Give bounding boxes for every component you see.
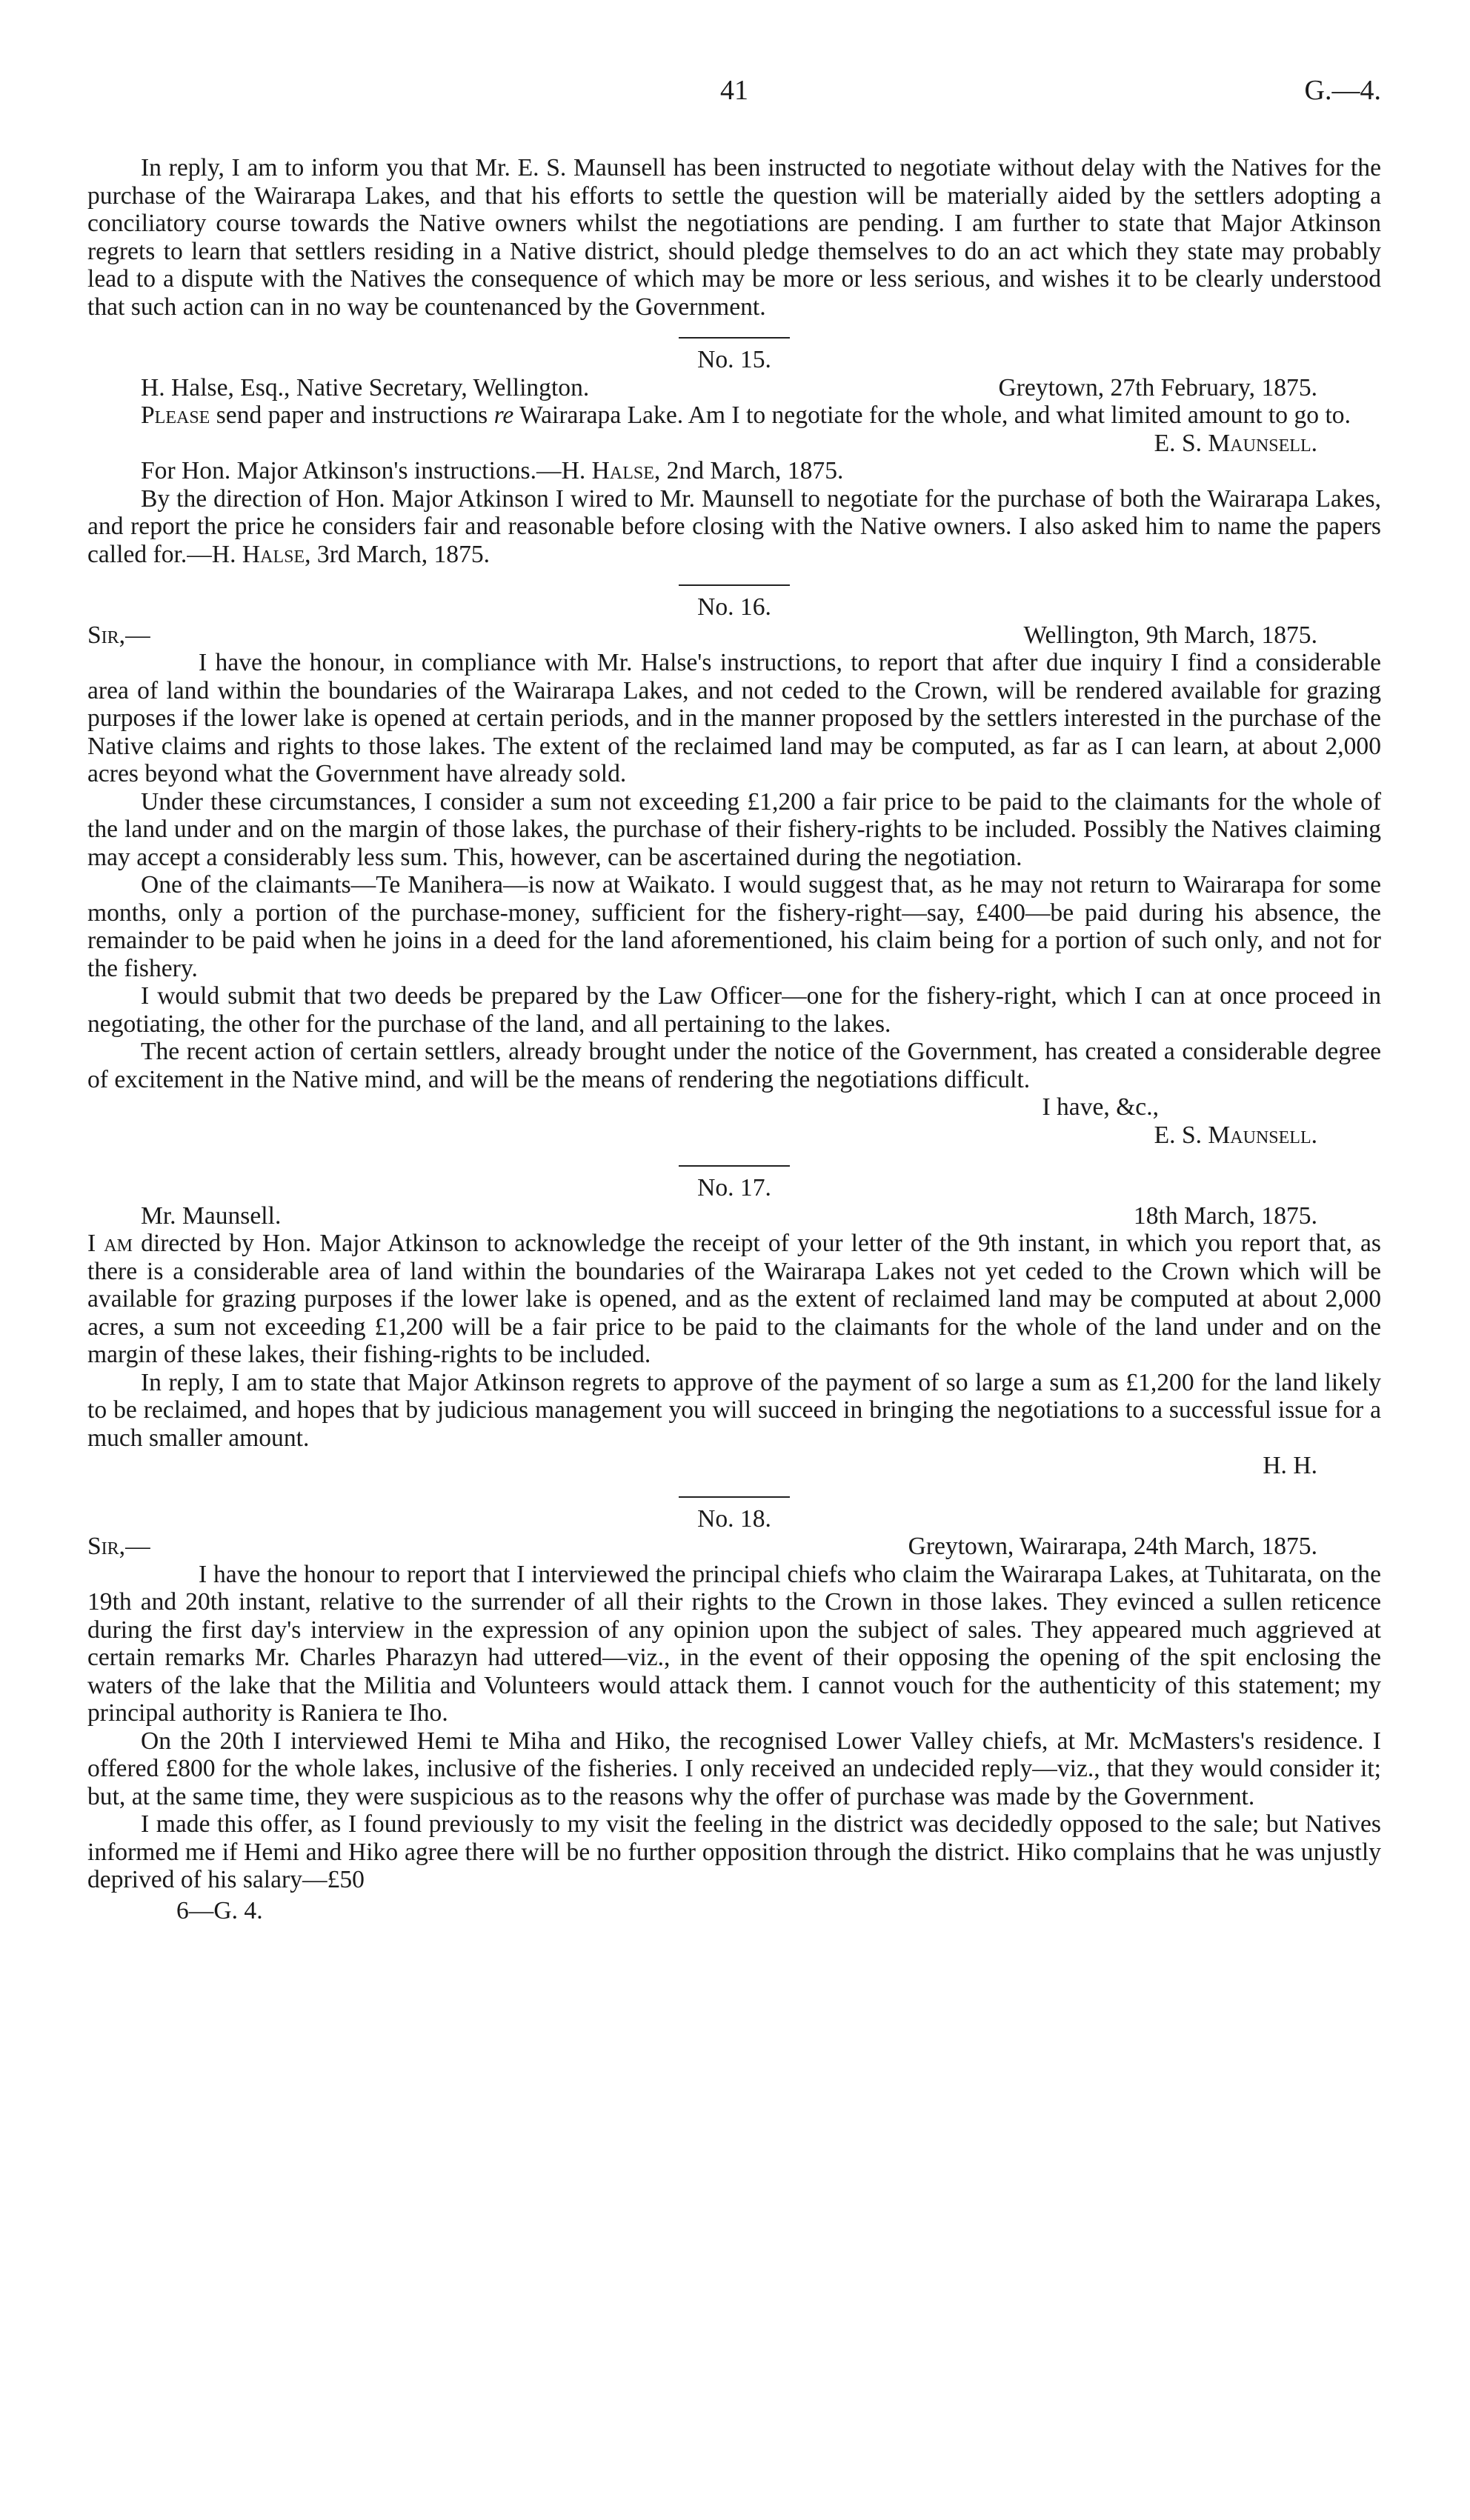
no17-addressee: Mr. Maunsell.: [141, 1201, 282, 1230]
no18-salutation-line: [87, 1533, 1381, 1561]
no17-paragraph-2: In reply, I am to state that Major Atkinson regrets to approve of the payment of so large a sum as £1,200 for the land likely to be reclaimed, and hopes that by judicious management you will succeed in bringing the negotiations to a successful issue for a much smaller amount.: [87, 1368, 1381, 1452]
no17-date: 18th March, 1875.: [1133, 1201, 1317, 1230]
heading-no16: No. 16.: [697, 593, 771, 621]
heading-no18: No. 18.: [697, 1504, 771, 1533]
document-page: [87, 0, 1381, 2520]
no17-paragraph-1: I am directed by Hon. Major Atkinson to acknowledge the receipt of your letter of the 9th instant, in which you report that, as there is a considerable area of land within the boundaries of the Wairarapa Lakes not yet ceded to the Crown which will be available for grazing purposes if the lower lake is opened, and as the extent of reclaimed land may be computed at about 2,000 acres, a sum not exceeding £1,200 will be a fair price to be paid to the claimants for the whole of the land under and on the margin of these lakes, their fishing-rights to be included.: [87, 1230, 1382, 1368]
heading-no17: No. 17.: [697, 1174, 771, 1201]
section-divider: [679, 337, 790, 339]
no15-minute-2: By the direction of Hon. Major Atkinson I wired to Mr. Maunsell to negotiate for the purchase of both the Wairarapa Lakes, and report the price he considers fair and reasonable before closing with the Native owners. I also asked him to name the papers called for.—H. Halse, 3rd March, 1875.: [87, 484, 1381, 568]
no16-closing: I have, &c.,: [1042, 1093, 1159, 1121]
section-divider: [679, 584, 790, 586]
no18-salutation: Sir,—: [87, 1533, 150, 1560]
no17-lead-word: I am: [87, 1230, 133, 1257]
no15-addressee: H. Halse, Esq., Native Secretary, Wellington.: [141, 373, 590, 401]
no17-address-line: [87, 1202, 1381, 1230]
running-head: [87, 74, 1381, 119]
section-divider: [679, 1496, 790, 1498]
no18-paragraph-3: I made this offer, as I found previously to my visit the feeling in the district was decidedly opposed to the sale; but Natives informed me if Hemi and Hiko agree there will be no further opposition through the district. Hiko complains that he was unjustly deprived of his salary—£50: [87, 1810, 1381, 1893]
no18-paragraph-1: I have the honour to report that I interviewed the principal chiefs who claim the Wairarapa Lakes, at Tuhitarata, on the 19th and 20th instant, relative to the surrender of all their rights to the Crown in those lakes. They evinced a sullen reticence during the first day's interview in the expression of any opinion upon the subject of sales. They appeared much aggrieved at certain remarks Mr. Charles Pharazyn had uttered—viz., in the event of their opposing the opening of the spit enclosing the waters of the lake that the Militia and Volunteers would attack them. I cannot vouch for the authenticity of this statement; my principal authority is Raniera te Iho.: [87, 1560, 1381, 1727]
document-body: [87, 154, 1381, 1924]
no16-paragraph-3: One of the claimants—Te Manihera—is now at Waikato. I would suggest that, as he may not return to Wairarapa for some months, only a portion of the purchase-money, sufficient for the fishery-right—say, £400—be paid during his absence, the remainder to be paid when he joins in a deed for the land aforementioned, his claim being for a portion of such only, and not for the fishery.: [87, 871, 1381, 982]
heading-no15: No. 15.: [697, 346, 771, 373]
no16-paragraph-1: I have the honour, in compliance with Mr. Halse's instructions, to report that after due inquiry I find a considerable area of land within the boundaries of the Wairarapa Lakes, and not ceded to the Crown, will be rendered available for grazing purposes if the lower lake is opened at certain periods, and in the manner proposed by the settlers interested in the purchase of the Native claims and rights to those lakes. The extent of the reclaimed land may be computed, as far as I can learn, at about 2,000 acres beyond what the Government have already sold.: [87, 649, 1381, 787]
series-number: G.—4.: [1304, 75, 1381, 106]
no16-paragraph-2: Under these circumstances, I consider a sum not exceeding £1,200 a fair price to be paid to the claimants for the whole of the land under and on the margin of those lakes, the purchase of their fishery-rights to be included. Possibly the Natives claiming may accept a considerably less sum. This, however, can be ascertained during the negotiation.: [87, 787, 1381, 871]
section-divider: [679, 1165, 790, 1167]
signature-mark: 6—G. 4.: [176, 1896, 263, 1924]
no16-paragraph-4: I would submit that two deeds be prepared by the Law Officer—one for the fishery-right, which I can at once proceed in negotiating, the other for the purchase of the land, and all pertaining to the lakes.: [87, 982, 1381, 1038]
no15-address-line: [87, 374, 1381, 402]
no16-salutation: Sir,—: [87, 621, 150, 649]
no17-signature: H. H.: [1263, 1452, 1317, 1479]
no16-signature: E. S. Maunsell.: [1154, 1121, 1317, 1149]
page-number: 41: [720, 75, 748, 106]
no18-place-date: Greytown, Wairarapa, 24th March, 1875.: [908, 1533, 1317, 1560]
no15-telegram: Please send paper and instructions re Wairarapa Lake. Am I to negotiate for the whole, and what limited amount to go to.: [141, 401, 1351, 429]
no16-place-date: Wellington, 9th March, 1875.: [1023, 621, 1317, 649]
no15-lead-word: Please: [141, 401, 210, 429]
no16-salutation-line: [87, 621, 1381, 650]
no15-signature: E. S. Maunsell.: [1154, 429, 1317, 457]
no16-paragraph-5: The recent action of certain settlers, already brought under the notice of the Government, has created a considerable degree of excitement in the Native mind, and will be the means of rendering the negotiations difficult.: [87, 1038, 1381, 1093]
no15-place-date: Greytown, 27th February, 1875.: [998, 373, 1317, 401]
no18-paragraph-2: On the 20th I interviewed Hemi te Miha and Hiko, the recognised Lower Valley chiefs, at Mr. McMasters's residence. I offered £800 for the whole lakes, inclusive of the fisheries. I only received an undecided reply—viz., that they would consider it; but, at the same time, they were suspicious as to the reasons why the offer of purchase was made by the Government.: [87, 1727, 1381, 1810]
no15-minute-1: For Hon. Major Atkinson's instructions.—H. Halse, 2nd March, 1875.: [141, 457, 844, 484]
intro-paragraph: In reply, I am to inform you that Mr. E. S. Maunsell has been instructed to negotiate without delay with the Natives for the purchase of the Wairarapa Lakes, and that his efforts to settle the question will be materially aided by the settlers adopting a conciliatory course towards the Native owners whilst the negotiations are pending. I am further to state that Major Atkinson regrets to learn that settlers residing in a Native district, should pledge themselves to do an act which they state may probably lead to a dispute with the Natives the consequence of which may be more or less serious, and wishes it to be clearly understood that such action can in no way be countenanced by the Government.: [87, 154, 1381, 321]
